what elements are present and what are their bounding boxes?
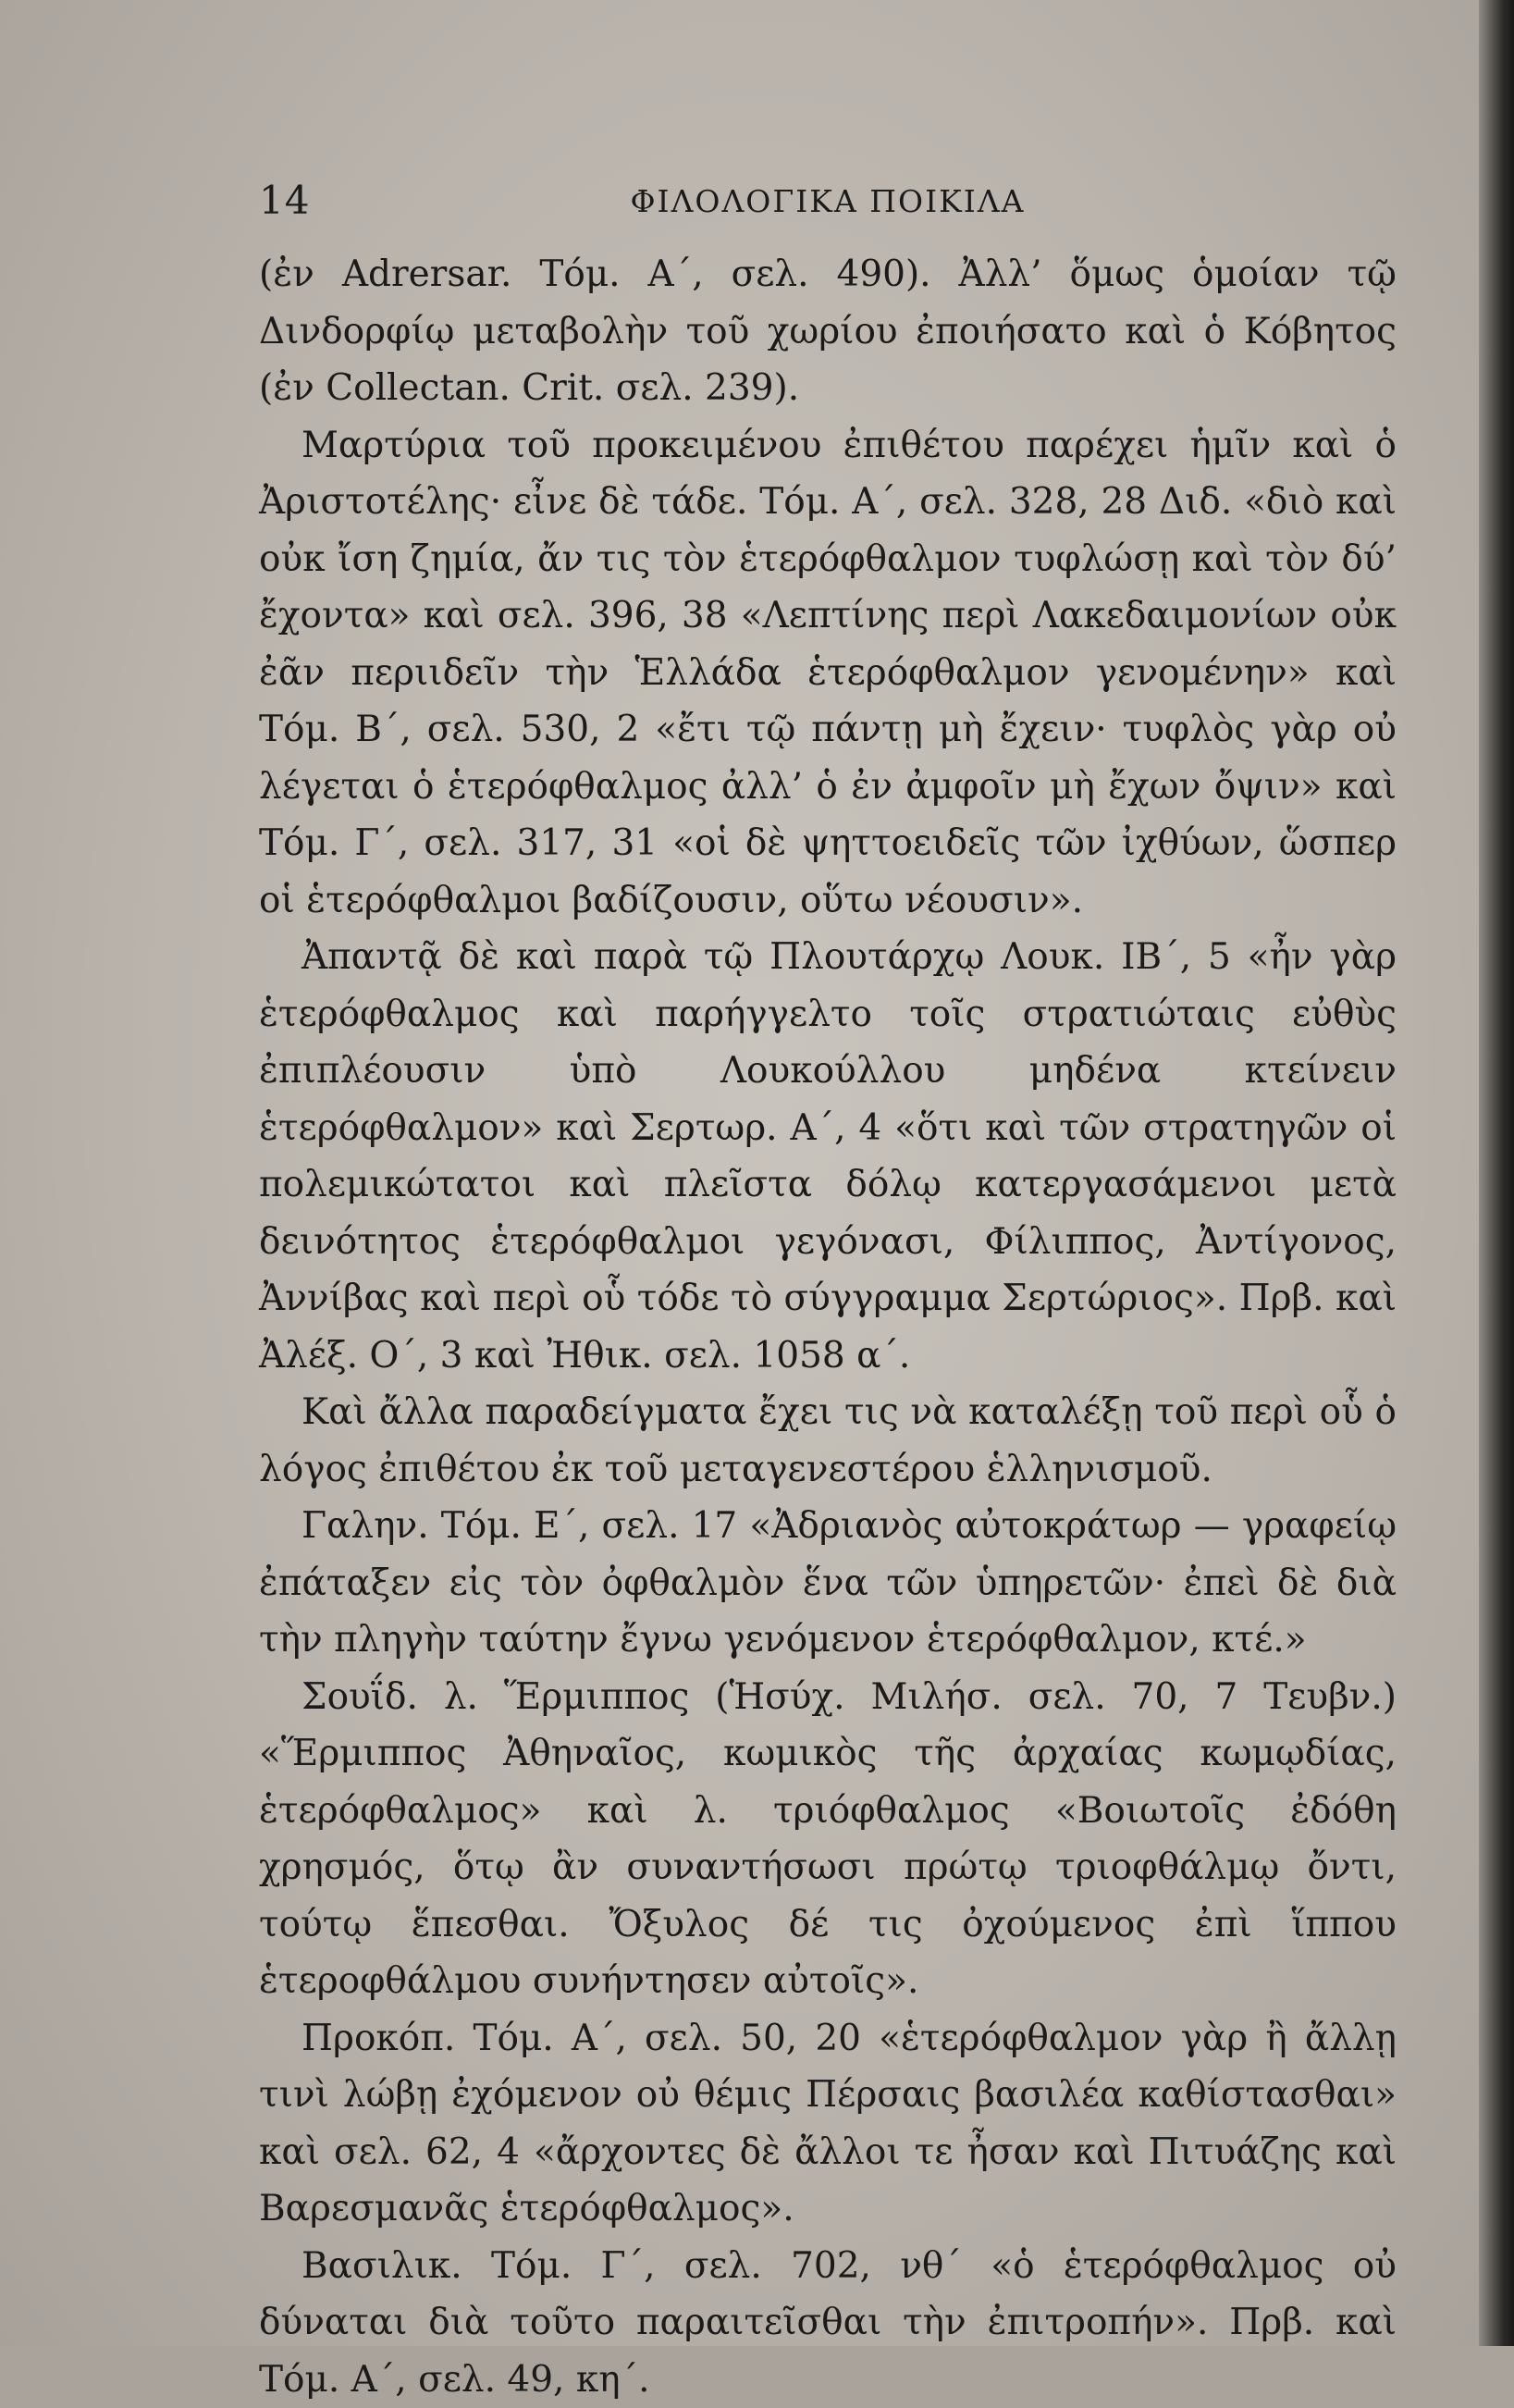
paragraph-4: Καὶ ἄλλα παραδείγματα ἔχει τις νὰ καταλέξῃ τοῦ περὶ οὗ ὁ λόγος ἐπιθέτου ἐκ τοῦ μεταγενεστέρου ἑλληνισμοῦ. [259,1384,1397,1498]
running-header [259,178,1397,233]
page-edge-shadow [1479,0,1514,2346]
book-page [259,178,1397,2231]
page-number: 14 [259,178,310,223]
paragraph-6: Σουΐδ. λ. Ἕρμιππος (Ἡσύχ. Μιλήσ. σελ. 70, 7 Τευβν.) «Ἕρμιππος Ἀθηναῖος, κωμικὸς τῆς ἀρχαίας κωμῳδίας, ἑτερόφθαλμος» καὶ λ. τριόφθαλμος «Βοιωτοῖς ἐδόθη χρησμός, ὅτῳ ἂν συναντήσωσι πρώτῳ τριοφθάλμῳ ὄντι, τούτῳ ἕπεσθαι. Ὄξυλος δέ τις ὀχούμενος ἐπὶ ἵππου ἑτεροφθάλμου συνήντησεν αὐτοῖς». [259,1669,1397,2010]
body-text [259,246,1397,2408]
paragraph-2: Μαρτύρια τοῦ προκειμένου ἐπιθέτου παρέχει ἡμῖν καὶ ὁ Ἀριστοτέλης· εἶνε δὲ τάδε. Τόμ. Α΄, σελ. 328, 28 Διδ. «διὸ καὶ οὐκ ἴση ζημία, ἄν τις τὸν ἑτερόφθαλμον τυφλώσῃ καὶ τὸν δύ’ ἔχοντα» καὶ σελ. 396, 38 «Λεπτίνης περὶ Λακεδαιμονίων οὐκ ἐᾶν περιιδεῖν τὴν Ἑλλάδα ἑτερόφθαλμον γενομένην» καὶ Τόμ. Β΄, σελ. 530, 2 «ἔτι τῷ πάντῃ μὴ ἔχειν· τυφλὸς γὰρ οὐ λέγεται ὁ ἑτερόφθαλμος ἀλλ’ ὁ ἐν ἀμφοῖν μὴ ἔχων ὄψιν» καὶ Τόμ. Γ΄, σελ. 317, 31 «οἱ δὲ ψηττοειδεῖς τῶν ἰχθύων, ὥσπερ οἱ ἑτερόφθαλμοι βαδίζουσιν, οὕτω νέουσιν». [259,417,1397,930]
paragraph-3: Ἀπαντᾷ δὲ καὶ παρὰ τῷ Πλουτάρχῳ Λουκ. ΙΒ΄, 5 «ἦν γὰρ ἑτερόφθαλμος καὶ παρήγγελτο τοῖς στρατιώταις εὐθὺς ἐπιπλέουσιν ὑπὸ Λουκούλλου μηδένα κτείνειν ἑτερόφθαλμον» καὶ Σερτωρ. Α΄, 4 «ὅτι καὶ τῶν στρατηγῶν οἱ πολεμικώτατοι καὶ πλεῖστα δόλῳ κατεργασάμενοι μετὰ δεινότητος ἑτερόφθαλμοι γεγόνασι, Φίλιππος, Ἀντίγονος, Ἀννίβας καὶ περὶ οὗ τόδε τὸ σύγγραμμα Σερτώριος». Πρβ. καὶ Ἀλέξ. Ο΄, 3 καὶ Ἠθικ. σελ. 1058 α΄. [259,929,1397,1384]
running-title: ΦΙΛΟΛΟΓΙΚΑ ΠΟΙΚΙΛΑ [259,183,1397,219]
paragraph-7: Προκόπ. Τόμ. Α΄, σελ. 50, 20 «ἑτερόφθαλμον γὰρ ἢ ἄλλῃ τινὶ λώβῃ ἐχόμενον οὐ θέμις Πέρσαις βασιλέα καθίστασθαι» καὶ σελ. 62, 4 «ἄρχοντες δὲ ἄλλοι τε ἦσαν καὶ Πιτυάζης καὶ Βαρεσμανᾶς ἑτερόφθαλμος». [259,2010,1397,2238]
paragraph-5: Γαλην. Τόμ. Ε΄, σελ. 17 «Ἀδριανὸς αὐτοκράτωρ — γραφείῳ ἐπάταξεν εἰς τὸν ὀφθαλμὸν ἕνα τῶν ὑπηρετῶν· ἐπεὶ δὲ διὰ τὴν πληγὴν ταύτην ἔγνω γενόμενον ἑτερόφθαλμον, κτέ.» [259,1498,1397,1669]
paragraph-1: (ἐν Adrersar. Τόμ. Α΄, σελ. 490). Ἀλλ’ ὅμως ὁμοίαν τῷ Δινδορφίῳ μεταβολὴν τοῦ χωρίου ἐποιήσατο καὶ ὁ Κόβητος (ἐν Collectan. Crit. σελ. 239). [259,246,1397,417]
paragraph-8: Βασιλικ. Τόμ. Γ΄, σελ. 702, νθ΄ «ὁ ἑτερόφθαλμος οὐ δύναται διὰ τοῦτο παραιτεῖσθαι τὴν ἐπιτροπήν». Πρβ. καὶ Τόμ. Α΄, σελ. 49, κη΄. [259,2238,1397,2408]
